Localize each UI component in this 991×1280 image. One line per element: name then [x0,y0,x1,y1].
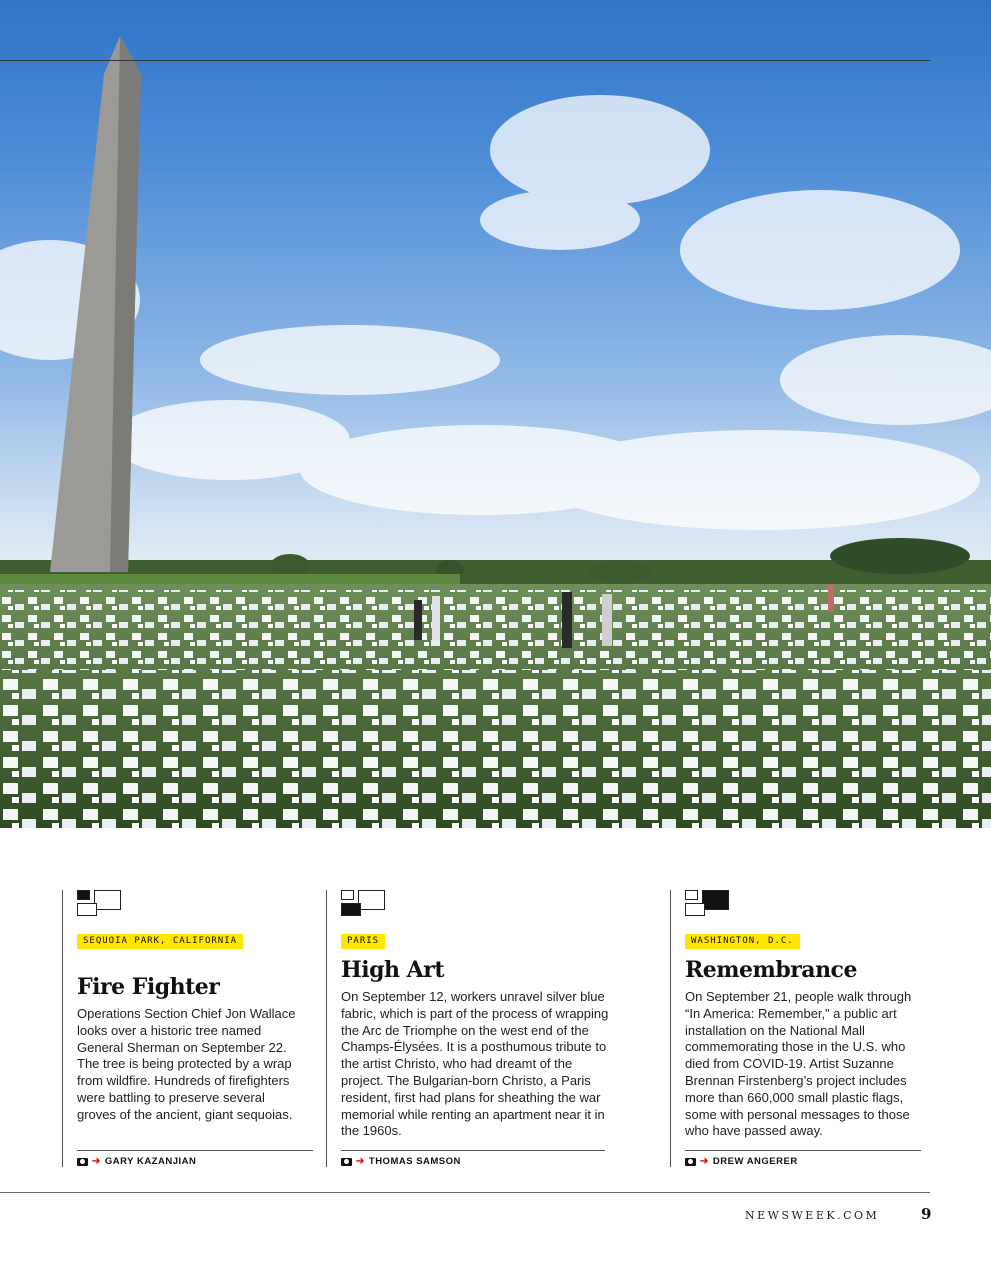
story-body: On September 12, workers unravel silver blue fabric, which is part of the process of wrapping the Arc de Triomphe on the west end of the Champs-Élysées. It is a posthumous tribute to the artist Christo, who had dreamt of the project. The Bulgarian-born Christo, a Paris resident, first had plans for sheathing the war memorial while renting an apartment near it in the 1960s. [341,989,609,1139]
story-headline: High Art [341,957,445,983]
credit-rule [685,1150,921,1151]
camera-icon [685,1158,696,1166]
layout-boxes-icon [341,890,389,920]
photographer-name: GARY KAZANJIAN [104,1156,197,1167]
location-tag: WASHINGTON, D.C. [685,934,800,949]
arrow-right-icon: ➔ [356,1155,365,1167]
camera-icon [77,1158,88,1166]
top-rule [0,60,930,61]
credit-rule [77,1150,313,1151]
story-body: Operations Section Chief Jon Wallace looks over a historic tree named General Sherman on September 22. The tree is being protected by a wrap from wildfire. Hundreds of firefighters were battling to preserve several groves of the ancient, giant sequoias. [77,1006,296,1122]
photographer-name: DREW ANGERER [712,1156,798,1167]
location-tag: SEQUOIA PARK, CALIFORNIA [77,934,243,949]
layout-boxes-icon [77,890,125,920]
story-headline: Fire Fighter [77,974,220,1000]
page-number: 9 [921,1205,932,1223]
credit-rule [341,1150,605,1151]
layout-boxes-icon [685,890,733,920]
photo-credit [341,1156,461,1167]
clouds [0,95,991,530]
story-remembrance [670,890,923,1167]
story-high-art [326,890,607,1167]
location-tag: PARIS [341,934,385,949]
footer-rule [0,1192,930,1193]
photo-credit [685,1156,798,1167]
arrow-right-icon: ➔ [92,1155,101,1167]
camera-icon [341,1158,352,1166]
photo-credit [77,1156,196,1167]
footer-site-name: NEWSWEEK.COM [745,1209,880,1222]
story-fire-fighter [62,890,315,1167]
story-headline: Remembrance [685,957,857,983]
arrow-right-icon: ➔ [700,1155,709,1167]
photographer-name: THOMAS SAMSON [368,1156,461,1167]
story-body: On September 21, people walk through “In America: Remember,” a public art installation on the National Mall commemorating those in the U.S. who died from COVID-19. Artist Suzanne Brennan Firstenberg’s project includes more than 660,000 small plastic flags, some with personal messages to those who have passed away. [685,989,912,1139]
